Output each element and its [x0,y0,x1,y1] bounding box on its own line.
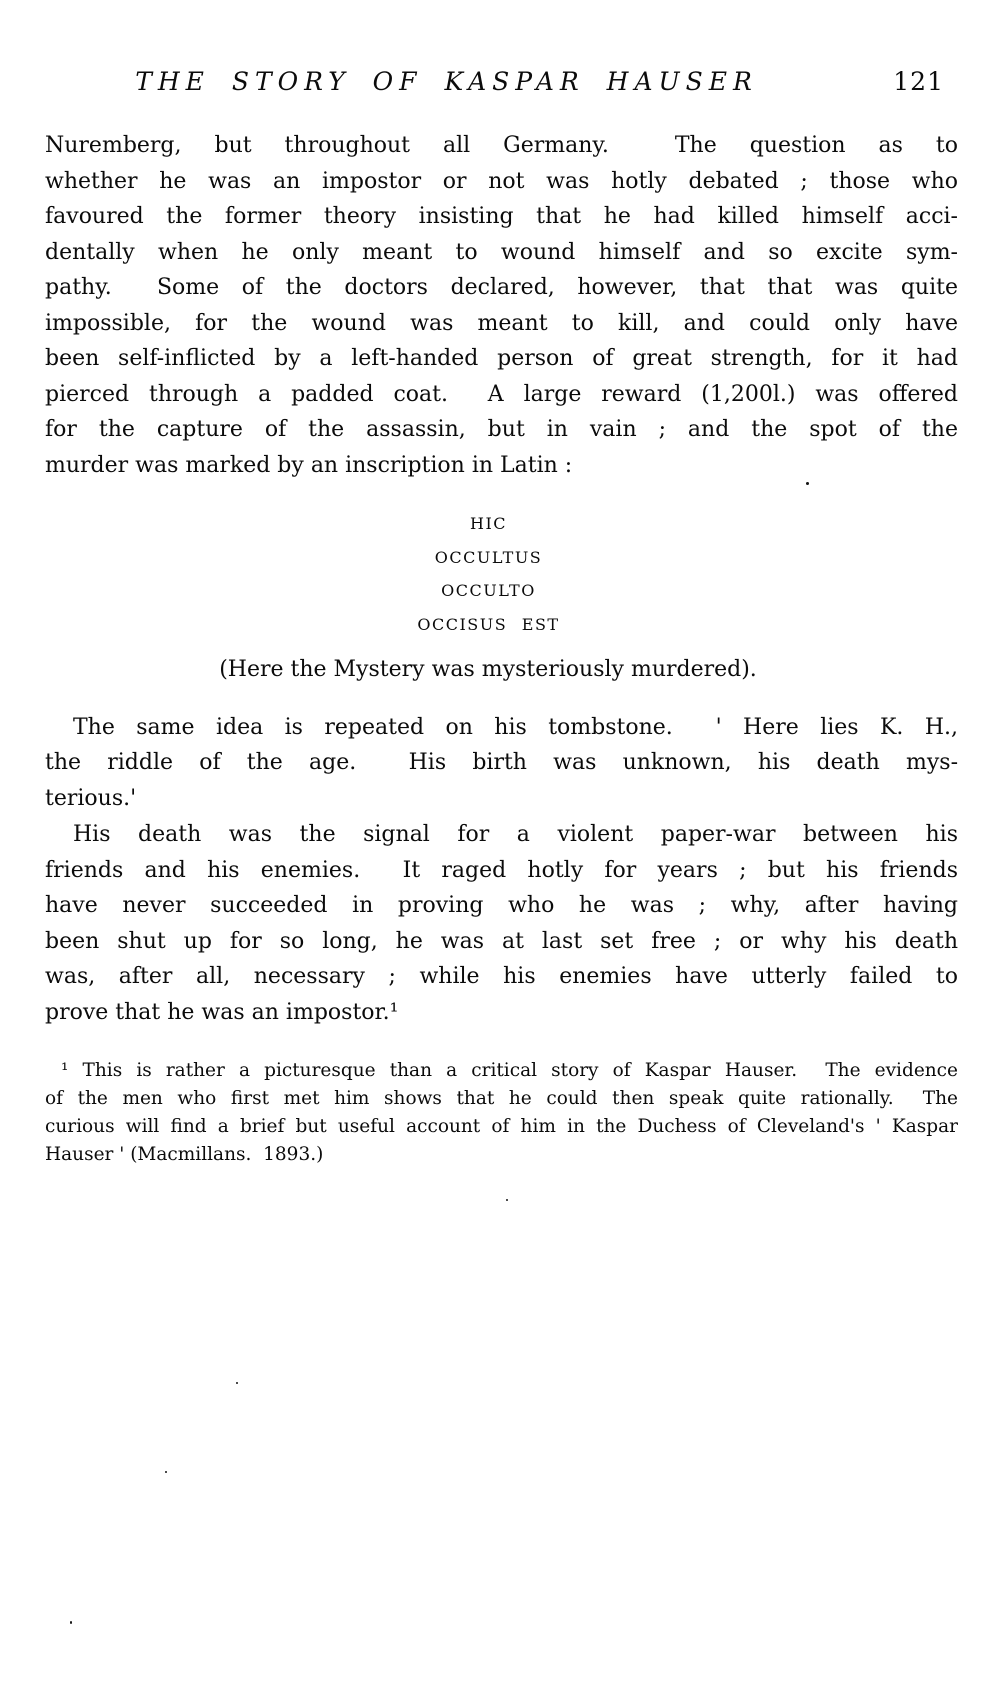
footnote-line: of the men who first met him shows that he could then speak quite rationally. The [45,1088,958,1109]
page-title: THE STORY OF KASPAR HAUSER [135,67,758,96]
paragraph-paper-war [45,817,958,1030]
text-line: friends and his enemies. It raged hotly for years ; but his friends [45,857,958,883]
ink-speck [806,482,809,485]
text-line: have never succeeded in proving who he was ; why, after having [45,893,958,918]
text-line: whether he was an impostor or not was hotly debated ; those who [45,168,958,194]
ink-speck [165,1471,167,1473]
text-line: The same idea is repeated on his tombstone. ' Here lies K. H., [73,714,958,740]
running-header [45,66,958,98]
ink-speck [506,1199,508,1201]
footnote-line: ¹ This is rather a picturesque than a critical story of Kaspar Hauser. The evidence [61,1060,958,1081]
footnote-line: Hauser ' (Macmillans. 1893.) [45,1144,324,1165]
latin-inscription [45,507,932,641]
paragraph-continued [45,128,958,483]
text-line: murder was marked by an inscription in Latin : [45,452,573,478]
page-number: 121 [893,67,944,96]
text-line: was, after all, necessary ; while his enemies have utterly failed to [45,964,958,989]
inscription-line: OCCULTUS [434,547,543,567]
text-line: pierced through a padded coat. A large reward (1,200l.) was offered [45,381,958,407]
text-line: the riddle of the age. His birth was unknown, his death mys- [45,750,958,775]
ink-speck [70,1621,72,1624]
footnote [45,1057,958,1169]
inscription-line: OCCULTO [441,581,536,600]
footnote-line: curious will find a brief but useful account of him in the Duchess of Cleveland's ' Kaspar [45,1116,958,1137]
ink-speck [236,1382,238,1384]
text-line: prove that he was an impostor.¹ [45,999,399,1025]
inscription-line: OCCISUS EST [417,614,560,634]
text-line: terious.' [45,785,137,811]
text-line: favoured the former theory insisting that he had killed himself acci- [45,204,958,229]
inscription-line: HIC [469,514,507,533]
text-line: dentally when he only meant to wound himself and so excite sym- [45,239,958,265]
paragraph-tombstone [45,710,958,817]
text-line: been self-inflicted by a left-handed person of great strength, for it had [45,346,958,371]
text-line: impossible, for the wound was meant to kill, and could only have [45,310,958,336]
text-line: been shut up for so long, he was at last set free ; or why his death [45,928,958,954]
text-line: for the capture of the assassin, but in vain ; and the spot of the [45,417,958,442]
text-line: His death was the signal for a violent paper-war between his [73,822,958,847]
text-line: pathy. Some of the doctors declared, however, that that was quite [45,275,958,300]
text-line: Nuremberg, but throughout all Germany. The question as to [45,133,958,158]
inscription-translation: (Here the Mystery was mysteriously murdered). [219,657,757,682]
